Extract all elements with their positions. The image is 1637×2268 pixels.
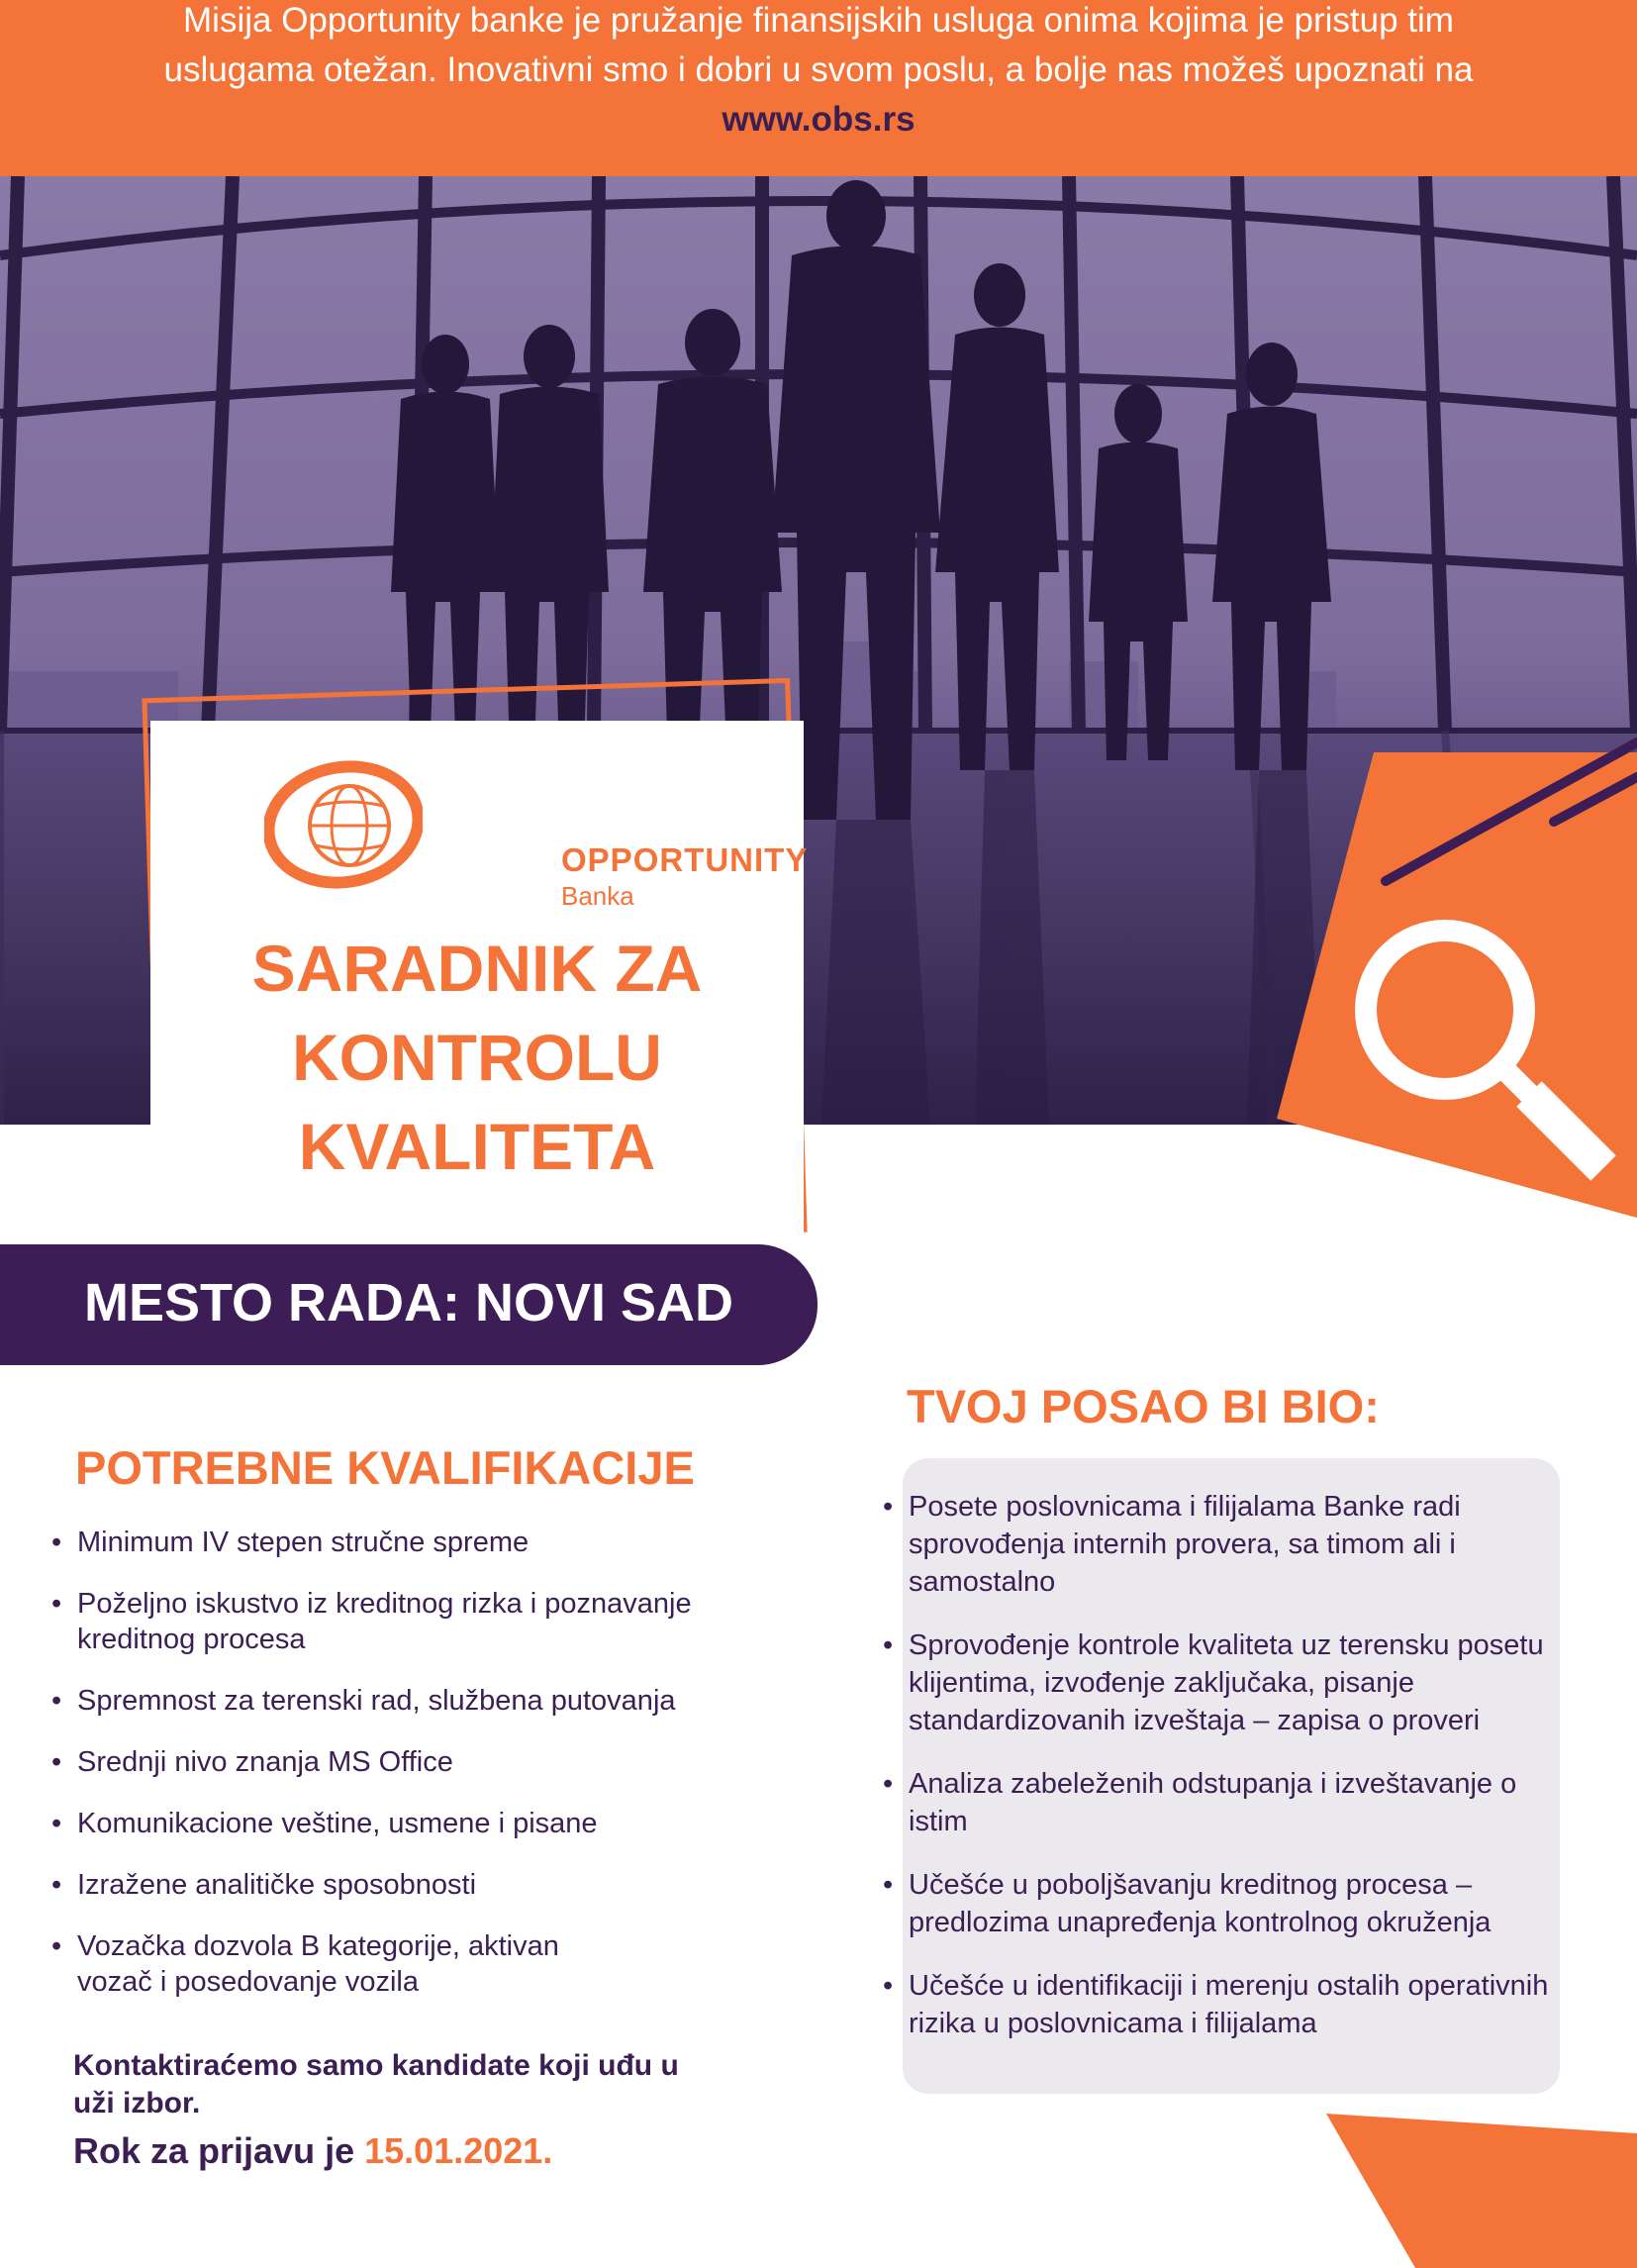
job-title-line-3: KVALITETA — [298, 1110, 656, 1183]
bank-name: OPPORTUNITY — [561, 841, 809, 878]
qualifications-list — [49, 1525, 782, 2025]
application-deadline — [73, 2130, 552, 2172]
list-item: • Vozačka dozvola B kategorije, aktivan vozač i posedovanje vozila — [49, 1928, 631, 2000]
list-item: • Izražene analitičke sposobnosti — [49, 1867, 782, 1903]
job-title — [150, 924, 804, 1191]
website-link[interactable]: www.obs.rs — [722, 100, 915, 139]
title-card — [150, 721, 809, 1245]
list-item: • Učešće u identifikaciji i merenju ostalih operativnih rizika u poslovnicama i filijalama — [881, 1967, 1562, 2042]
mission-text-line-2: uslugama otežan. Inovativni smo i dobri u svom poslu, a bolje nas možeš upoznati na — [163, 50, 1474, 89]
location-text: MESTO RADA: NOVI SAD — [84, 1273, 734, 1332]
bank-subtitle: Banka — [561, 881, 634, 911]
location-bar — [0, 1244, 818, 1365]
magnifier-decoration — [1277, 723, 1637, 1218]
job-title-line-1: SARADNIK ZA — [251, 932, 703, 1005]
list-item: • Sprovođenje kontrole kvaliteta uz terensku posetu klijentima, izvođenje zaključaka, pisanje standardizovanih izveštaja – zapisa o proveri — [881, 1627, 1574, 1739]
duties-list — [881, 1488, 1574, 2068]
qualifications-heading: POTREBNE KVALIFIKACIJE — [75, 1441, 695, 1494]
list-item: • Učešće u poboljšavanju kreditnog procesa – predlozima unapređenja kontrolnog okruženja — [881, 1866, 1562, 1941]
contact-note: Kontaktiraćemo samo kandidate koji uđu u uži izbor. — [73, 2049, 679, 2120]
bank-logo — [264, 760, 809, 911]
job-title-line-2: KONTROLU — [292, 1021, 662, 1094]
globe-icon — [264, 760, 423, 889]
mission-banner — [0, 0, 1637, 176]
list-item: • Poželjno iskustvo iz kreditnog rizka i poznavanje kreditnog procesa — [49, 1586, 782, 1657]
list-item: • Analiza zabeleženih odstupanja i izveštavanje o istim — [881, 1765, 1542, 1840]
list-item: • Minimum IV stepen stručne spreme — [49, 1525, 782, 1560]
deadline-date: 15.01.2021. — [364, 2130, 553, 2171]
deadline-label: Rok za prijavu je — [73, 2130, 355, 2171]
list-item: • Spremnost za terenski rad, službena putovanja — [49, 1683, 782, 1719]
duties-heading: TVOJ POSAO BI BIO: — [907, 1380, 1380, 1432]
list-item: • Komunikacione veštine, usmene i pisane — [49, 1806, 782, 1841]
list-item: • Srednji nivo znanja MS Office — [49, 1744, 782, 1780]
corner-decoration — [1326, 2114, 1637, 2268]
list-item: • Posete poslovnicama i filijalama Banke radi sprovođenja internih provera, sa timom ali i samostalno — [881, 1488, 1522, 1601]
mission-text-line-1: Misija Opportunity banke je pružanje finansijskih usluga onima kojima je pristup tim — [183, 1, 1454, 40]
